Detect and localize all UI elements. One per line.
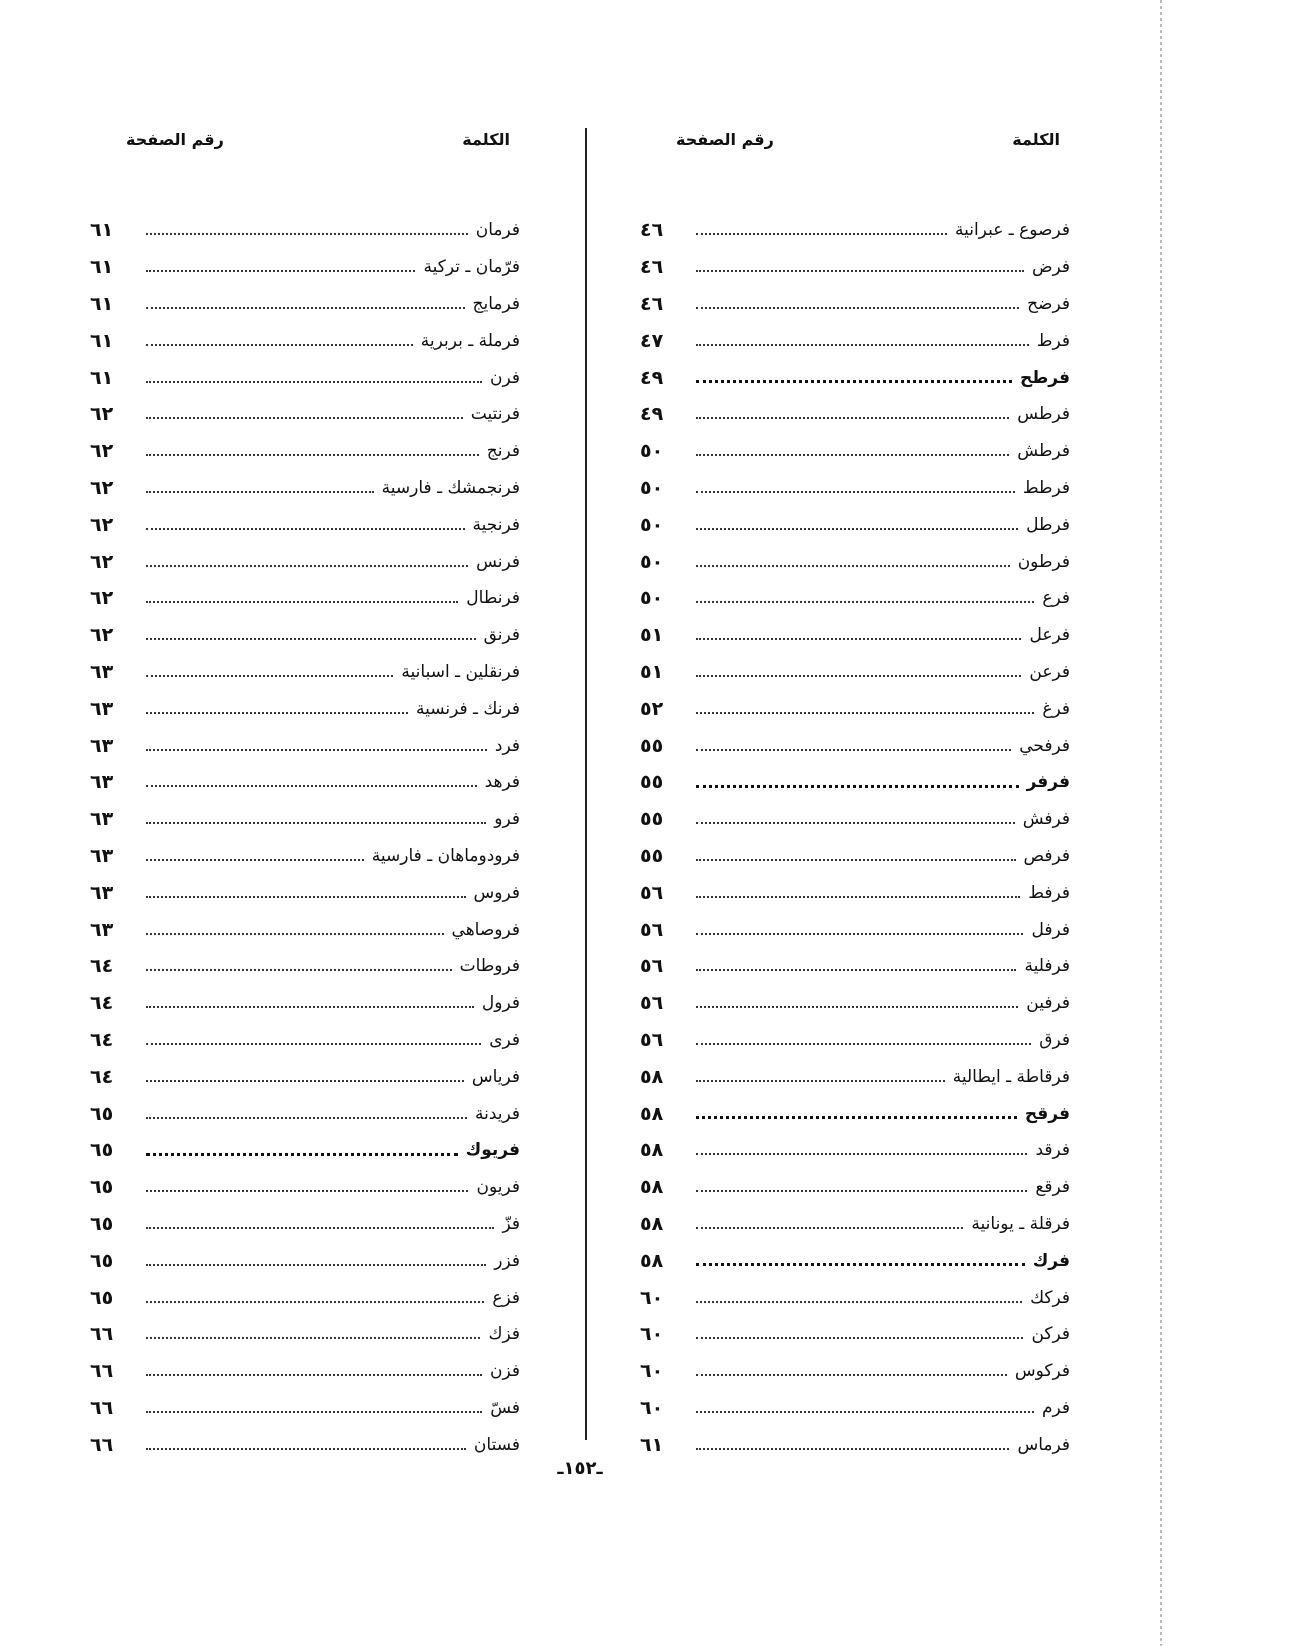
dot-leader <box>146 712 408 714</box>
index-entry <box>90 543 520 580</box>
entry-word: فرماس <box>1017 1434 1070 1455</box>
entry-word: فرنس <box>476 551 520 572</box>
entry-word: فريوك <box>465 1140 520 1161</box>
entry-page-number: ٥٢ <box>640 697 664 720</box>
entry-page-number: ٦٥ <box>90 1212 114 1235</box>
index-entry <box>640 874 1070 911</box>
entry-page-number: ٦٢ <box>90 624 114 647</box>
index-entry <box>640 543 1070 580</box>
dot-leader <box>146 785 477 787</box>
dot-leader <box>696 1374 1007 1376</box>
index-entry <box>90 1390 520 1427</box>
index-entry <box>640 1169 1070 1206</box>
entry-word: فروصاهي <box>451 919 520 940</box>
entry-page-number: ٦٣ <box>90 697 114 720</box>
dot-leader <box>146 1080 464 1082</box>
entry-word: فرنك ـ فرنسية <box>415 698 520 719</box>
index-entry <box>90 1095 520 1132</box>
entry-word: فرنج <box>486 441 520 462</box>
entry-page-number: ٥٨ <box>640 1212 664 1235</box>
index-entry <box>90 911 520 948</box>
index-entry <box>90 948 520 985</box>
entry-page-number: ٥٦ <box>640 955 664 978</box>
index-entry <box>640 1242 1070 1279</box>
dot-leader <box>146 270 415 272</box>
entry-page-number: ٦٣ <box>90 881 114 904</box>
entry-page-number: ٦٠ <box>640 1360 664 1383</box>
dot-leader <box>146 822 486 824</box>
entry-word: فرطون <box>1017 551 1070 572</box>
index-entry <box>640 1022 1070 1059</box>
index-entry <box>90 764 520 801</box>
dot-leader <box>146 417 463 419</box>
column-header <box>90 130 520 170</box>
entry-page-number: ٦٠ <box>640 1286 664 1309</box>
dot-leader <box>696 749 1011 751</box>
index-entry <box>90 470 520 507</box>
dot-leader <box>696 307 1019 309</box>
entry-page-number: ٦٤ <box>90 992 114 1015</box>
index-entry <box>640 1279 1070 1316</box>
entry-word: فرطل <box>1026 514 1070 535</box>
index-entry <box>640 249 1070 286</box>
page-header: رقم الصفحة <box>676 130 774 149</box>
page-edge-line <box>1160 0 1162 1646</box>
entry-word: فرّمان ـ تركية <box>423 257 520 278</box>
entry-page-number: ٦٠ <box>640 1396 664 1419</box>
entry-page-number: ٦٣ <box>90 918 114 941</box>
index-entry <box>90 396 520 433</box>
entry-word: فرفل <box>1031 919 1070 940</box>
dot-leader <box>146 1227 494 1229</box>
index-entry <box>640 690 1070 727</box>
index-entry <box>90 580 520 617</box>
dot-leader <box>146 1153 458 1156</box>
index-entry <box>640 948 1070 985</box>
entry-page-number: ٥٥ <box>640 734 664 757</box>
entry-word: فزر <box>494 1250 520 1271</box>
index-entry <box>90 1279 520 1316</box>
dot-leader <box>696 785 1019 788</box>
dot-leader <box>696 1301 1022 1303</box>
entry-word: فرمان <box>475 220 520 241</box>
dot-leader <box>146 969 452 971</box>
index-entry <box>640 1095 1070 1132</box>
entry-page-number: ٥٨ <box>640 1065 664 1088</box>
entry-page-number: ٥٠ <box>640 440 664 463</box>
entry-word: فرقد <box>1035 1140 1070 1161</box>
dot-leader <box>146 491 374 493</box>
entry-page-number: ٥٨ <box>640 1176 664 1199</box>
index-entry <box>640 1390 1070 1427</box>
entry-word: فزك <box>488 1324 520 1345</box>
index-entry <box>90 1132 520 1169</box>
dot-leader <box>696 1006 1018 1008</box>
index-entry <box>640 727 1070 764</box>
dot-leader <box>696 528 1018 530</box>
index-entry <box>90 1316 520 1353</box>
dot-leader <box>146 859 364 861</box>
dot-leader <box>696 859 1016 861</box>
dot-leader <box>696 712 1034 714</box>
dot-leader <box>146 1337 480 1339</box>
dot-leader <box>146 601 458 603</box>
entry-page-number: ٦٥ <box>90 1176 114 1199</box>
index-entry <box>90 801 520 838</box>
entry-word: فرفش <box>1022 809 1070 830</box>
entry-page-number: ٦٢ <box>90 440 114 463</box>
dot-leader <box>696 380 1012 383</box>
entry-word: فرض <box>1031 257 1070 278</box>
index-entry <box>640 580 1070 617</box>
index-entry <box>90 690 520 727</box>
entry-page-number: ٦٣ <box>90 808 114 831</box>
entry-page-number: ٤٩ <box>640 366 664 389</box>
dot-leader <box>146 749 487 751</box>
dot-leader <box>146 896 466 898</box>
dot-leader <box>146 1264 486 1266</box>
dot-leader <box>146 565 468 567</box>
dot-leader <box>696 896 1020 898</box>
dot-leader <box>146 307 465 309</box>
entry-page-number: ٤٧ <box>640 329 664 352</box>
entry-page-number: ٥٦ <box>640 918 664 941</box>
entry-word: فريون <box>476 1177 520 1198</box>
index-entry <box>90 1242 520 1279</box>
dot-leader <box>146 1117 467 1119</box>
index-rows <box>90 212 520 1463</box>
index-column-left <box>90 130 520 1463</box>
entry-page-number: ٥١ <box>640 624 664 647</box>
entry-page-number: ٦٥ <box>90 1139 114 1162</box>
entry-page-number: ٦٥ <box>90 1102 114 1125</box>
entry-page-number: ٥٥ <box>640 844 664 867</box>
dot-leader <box>696 1153 1027 1155</box>
dot-leader <box>696 1227 963 1229</box>
index-entry <box>90 727 520 764</box>
word-header: الكلمة <box>1012 130 1060 149</box>
index-entry <box>640 838 1070 875</box>
entry-word: فرطح <box>1020 367 1070 388</box>
entry-page-number: ٦٥ <box>90 1249 114 1272</box>
index-entry <box>640 1353 1070 1390</box>
entry-word: فرط <box>1036 330 1070 351</box>
entry-page-number: ٤٦ <box>640 256 664 279</box>
dot-leader <box>146 344 413 346</box>
entry-word: فرنتيت <box>470 404 520 425</box>
entry-word: فرودوماهان ـ فارسية <box>371 845 520 866</box>
entry-word: فركوس <box>1014 1361 1070 1382</box>
dot-leader <box>696 1190 1027 1192</box>
index-column-right <box>640 130 1070 1463</box>
entry-word: فريدنة <box>474 1103 520 1124</box>
entry-page-number: ٦٢ <box>90 476 114 499</box>
entry-word: فرى <box>489 1029 520 1050</box>
page-header: رقم الصفحة <box>126 130 224 149</box>
index-entry <box>90 654 520 691</box>
entry-page-number: ٦٣ <box>90 844 114 867</box>
dot-leader <box>696 638 1021 640</box>
entry-page-number: ٦٦ <box>90 1323 114 1346</box>
entry-word: فرنجية <box>472 514 520 535</box>
dot-leader <box>146 933 444 935</box>
dot-leader <box>696 417 1009 419</box>
entry-word: فرن <box>490 367 520 388</box>
index-entry <box>90 1058 520 1095</box>
entry-page-number: ٥٠ <box>640 550 664 573</box>
dot-leader <box>696 454 1009 456</box>
index-entry <box>640 212 1070 249</box>
index-entry <box>640 286 1070 323</box>
dot-leader <box>696 1043 1031 1045</box>
index-entry <box>90 506 520 543</box>
entry-page-number: ٦٢ <box>90 403 114 426</box>
entry-word: فرفين <box>1026 993 1070 1014</box>
dot-leader <box>146 1374 482 1376</box>
entry-page-number: ٥٥ <box>640 808 664 831</box>
dot-leader <box>146 1043 481 1045</box>
entry-page-number: ٦٥ <box>90 1286 114 1309</box>
entry-page-number: ٤٦ <box>640 219 664 242</box>
word-header: الكلمة <box>462 130 510 149</box>
dot-leader <box>146 1301 484 1303</box>
entry-word: فستان <box>473 1434 520 1455</box>
page-number-footer: ـ١٥٢ـ <box>557 1458 603 1479</box>
entry-page-number: ٦٢ <box>90 550 114 573</box>
index-entry <box>90 286 520 323</box>
entry-word: فرفط <box>1028 882 1070 903</box>
index-entry <box>640 764 1070 801</box>
entry-page-number: ٦٦ <box>90 1396 114 1419</box>
entry-word: فرنقلين ـ اسبانية <box>401 661 520 682</box>
dot-leader <box>146 233 468 235</box>
index-entry <box>640 617 1070 654</box>
entry-word: فرطس <box>1017 404 1070 425</box>
dot-leader <box>146 1448 466 1450</box>
index-entry <box>640 801 1070 838</box>
dot-leader <box>146 381 482 383</box>
dot-leader <box>696 270 1024 272</box>
index-entry <box>90 1206 520 1243</box>
entry-word: فرطط <box>1022 477 1070 498</box>
index-entry <box>90 617 520 654</box>
entry-page-number: ٦٤ <box>90 1065 114 1088</box>
entry-page-number: ٦٦ <box>90 1433 114 1456</box>
entry-word: فرطش <box>1017 441 1070 462</box>
entry-word: فرفص <box>1023 845 1070 866</box>
entry-word: فرد <box>494 735 520 756</box>
entry-page-number: ٥٠ <box>640 476 664 499</box>
dot-leader <box>696 344 1029 346</box>
entry-page-number: ٦١ <box>90 256 114 279</box>
entry-word: فرو <box>494 809 520 830</box>
entry-word: فزّ <box>502 1213 520 1234</box>
entry-word: فرعل <box>1029 625 1070 646</box>
entry-word: فسّ <box>490 1397 520 1418</box>
index-entry <box>90 1022 520 1059</box>
entry-word: فركن <box>1031 1324 1070 1345</box>
index-entry <box>640 359 1070 396</box>
dot-leader <box>696 1080 945 1082</box>
dot-leader <box>146 638 476 640</box>
dot-leader <box>696 675 1021 677</box>
index-entry <box>90 1169 520 1206</box>
entry-word: فرياس <box>471 1066 520 1087</box>
entry-page-number: ٥٥ <box>640 771 664 794</box>
entry-word: فرق <box>1039 1029 1070 1050</box>
index-entry <box>90 1353 520 1390</box>
entry-word: فرك <box>1032 1250 1070 1271</box>
entry-page-number: ٥٠ <box>640 513 664 536</box>
entry-page-number: ٤٩ <box>640 403 664 426</box>
entry-page-number: ٦١ <box>90 219 114 242</box>
entry-page-number: ٦٦ <box>90 1360 114 1383</box>
entry-page-number: ٥١ <box>640 660 664 683</box>
entry-word: فرفلية <box>1024 956 1070 977</box>
index-rows <box>640 212 1070 1463</box>
column-header <box>640 130 1070 170</box>
entry-word: فرنجمشك ـ فارسية <box>381 477 520 498</box>
entry-word: فرفحي <box>1019 735 1070 756</box>
index-entry <box>90 433 520 470</box>
index-entry <box>90 249 520 286</box>
entry-page-number: ٥٦ <box>640 992 664 1015</box>
dot-leader <box>146 1190 468 1192</box>
index-entry <box>640 1316 1070 1353</box>
index-entry <box>640 1132 1070 1169</box>
dot-leader <box>696 1337 1023 1339</box>
index-entry <box>640 1058 1070 1095</box>
entry-word: فرفر <box>1026 772 1070 793</box>
entry-page-number: ٦٣ <box>90 734 114 757</box>
entry-word: فرقع <box>1035 1177 1070 1198</box>
entry-page-number: ٤٦ <box>640 292 664 315</box>
index-entry <box>90 985 520 1022</box>
dot-leader <box>696 1411 1034 1413</box>
index-entry <box>90 212 520 249</box>
entry-page-number: ٦٤ <box>90 955 114 978</box>
entry-word: فركك <box>1030 1287 1070 1308</box>
entry-word: فرم <box>1041 1397 1070 1418</box>
dot-leader <box>146 454 479 456</box>
entry-word: فرعن <box>1029 661 1070 682</box>
entry-word: فزع <box>492 1287 520 1308</box>
entry-word: فرغ <box>1042 698 1070 719</box>
dot-leader <box>696 933 1023 935</box>
index-entry <box>90 838 520 875</box>
index-entry <box>90 359 520 396</box>
entry-word: فرصوع ـ عبرانية <box>954 220 1070 241</box>
entry-word: فرول <box>481 993 520 1014</box>
entry-word: فروطات <box>459 956 520 977</box>
index-entry <box>640 1206 1070 1243</box>
entry-page-number: ٦٢ <box>90 587 114 610</box>
entry-word: فزن <box>490 1361 520 1382</box>
entry-word: فرملة ـ بربرية <box>420 330 520 351</box>
column-divider <box>585 128 587 1440</box>
entry-page-number: ٥٦ <box>640 881 664 904</box>
dot-leader <box>146 675 393 677</box>
index-entry <box>90 322 520 359</box>
entry-page-number: ٥٨ <box>640 1249 664 1272</box>
entry-word: فرقلة ـ يونانية <box>971 1213 1070 1234</box>
index-entry <box>640 470 1070 507</box>
entry-page-number: ٦٢ <box>90 513 114 536</box>
dot-leader <box>696 969 1016 971</box>
entry-word: فرنق <box>483 625 520 646</box>
dot-leader <box>696 565 1010 567</box>
dot-leader <box>696 233 947 235</box>
dot-leader <box>146 528 465 530</box>
dot-leader <box>696 1116 1017 1119</box>
entry-word: فرع <box>1042 588 1070 609</box>
entry-page-number: ٥٦ <box>640 1028 664 1051</box>
entry-page-number: ٦١ <box>90 366 114 389</box>
entry-page-number: ٦٣ <box>90 771 114 794</box>
index-entry <box>640 985 1070 1022</box>
index-entry <box>640 506 1070 543</box>
dot-leader <box>696 491 1015 493</box>
dot-leader <box>696 601 1034 603</box>
dot-leader <box>696 822 1015 824</box>
dot-leader <box>146 1006 474 1008</box>
entry-page-number: ٦١ <box>90 329 114 352</box>
entry-word: فرهد <box>484 772 520 793</box>
index-entry <box>640 654 1070 691</box>
entry-word: فرضح <box>1027 293 1070 314</box>
entry-word: فرنطال <box>466 588 520 609</box>
entry-page-number: ٦١ <box>640 1433 664 1456</box>
index-entry <box>640 911 1070 948</box>
entry-word: فرقاطة ـ ايطالية <box>952 1066 1070 1087</box>
index-entry <box>640 433 1070 470</box>
index-entry <box>640 322 1070 359</box>
entry-page-number: ٦٤ <box>90 1028 114 1051</box>
entry-word: فرمايج <box>472 293 520 314</box>
entry-word: فروس <box>473 882 520 903</box>
entry-page-number: ٥٨ <box>640 1102 664 1125</box>
dot-leader <box>696 1448 1009 1450</box>
index-entry <box>90 874 520 911</box>
entry-page-number: ٥٨ <box>640 1139 664 1162</box>
entry-page-number: ٦٠ <box>640 1323 664 1346</box>
entry-page-number: ٦١ <box>90 292 114 315</box>
index-entry <box>640 396 1070 433</box>
entry-page-number: ٦٣ <box>90 660 114 683</box>
dot-leader <box>146 1411 482 1413</box>
entry-word: فرقح <box>1024 1103 1070 1124</box>
entry-page-number: ٥٠ <box>640 587 664 610</box>
dot-leader <box>696 1263 1025 1266</box>
